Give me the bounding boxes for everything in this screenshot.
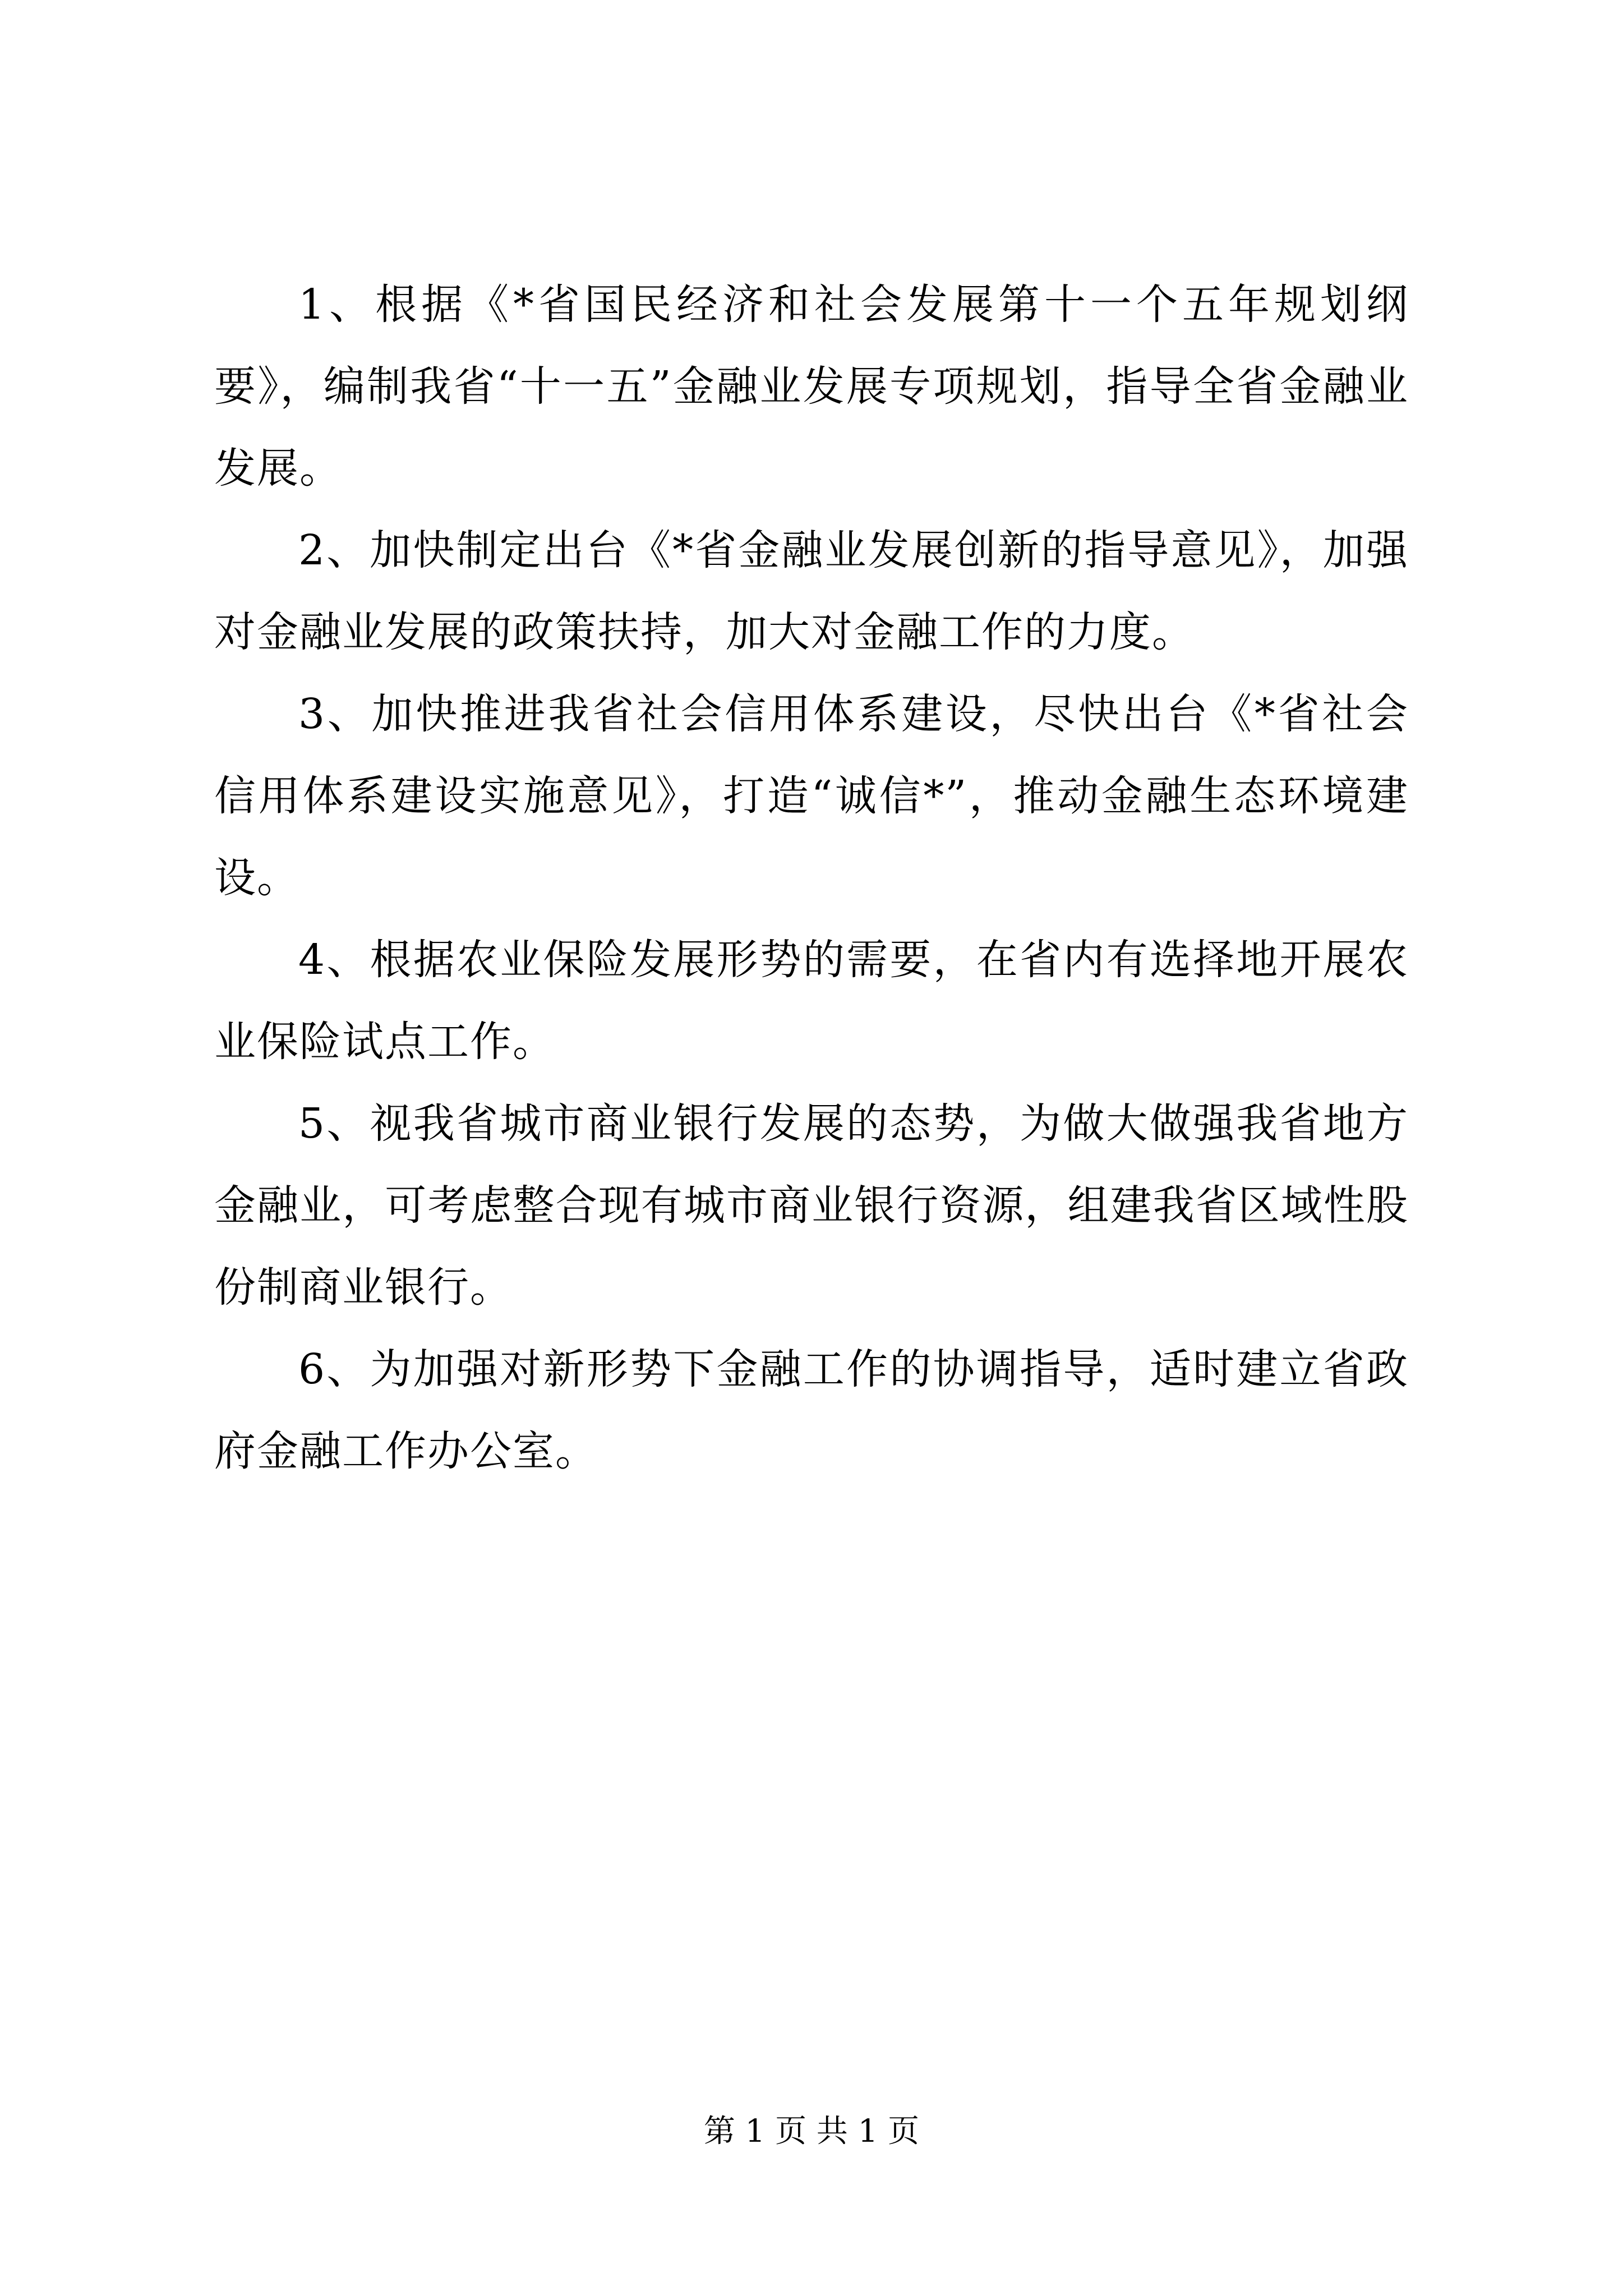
page-footer: 第 1 页 共 1 页 (703, 2113, 920, 2150)
paragraph-4: 4、根据农业保险发展形势的需要，在省内有选择地开展农业保险试点工作。 (214, 936, 1409, 1066)
document-body (214, 264, 1409, 1492)
paragraph-2: 2、加快制定出台《*省金融业发展创新的指导意见》，加强对金融业发展的政策扶持，加大对金融工作的力度。 (214, 526, 1409, 656)
paragraph-6: 6、为加强对新形势下金融工作的协调指导，适时建立省政府金融工作办公室。 (214, 1345, 1409, 1475)
paragraph-1: 1、根据《*省国民经济和社会发展第十一个五年规划纲要》，编制我省“十一五”金融业发展专项规划，指导全省金融业发展。 (214, 280, 1409, 493)
paragraph-3: 3、加快推进我省社会信用体系建设，尽快出台《*省社会信用体系建设实施意见》，打造“诚信*”，推动金融生态环境建设。 (214, 690, 1409, 902)
paragraph-5: 5、视我省城市商业银行发展的态势，为做大做强我省地方金融业，可考虑整合现有城市商业银行资源，组建我省区域性股份制商业银行。 (214, 1099, 1409, 1312)
